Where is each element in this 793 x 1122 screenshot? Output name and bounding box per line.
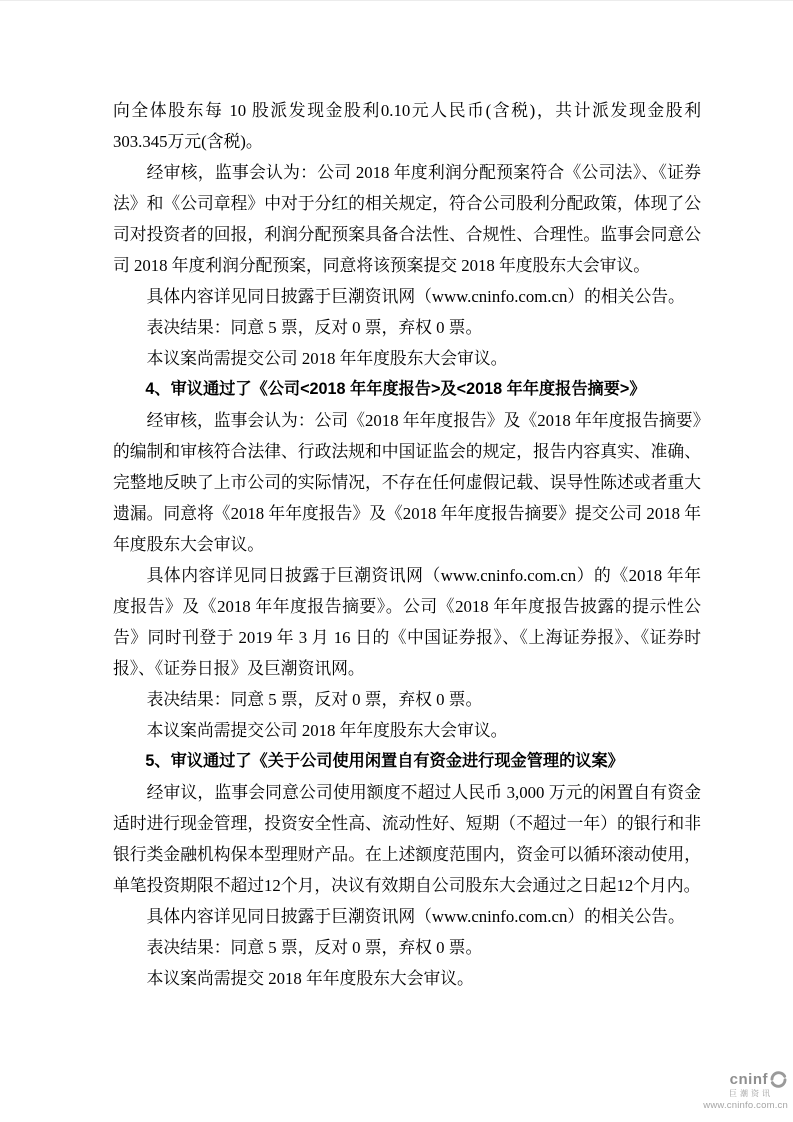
paragraph: 具体内容详见同日披露于巨潮资讯网（www.cninfo.com.cn）的《2018 年年度报告》及《2018 年年度报告摘要》。公司《2018 年年度报告披露的提示性公告》同时刊登于 2019 年 3 月 16 日的《中国证券报》、《上海证券报》、《证券时报》、《证券日报》及巨潮资讯网。 [113,566,701,678]
paragraph: 表决结果：同意 5 票，反对 0 票，弃权 0 票。 [146,318,483,337]
cninfo-brand-chinese: 巨潮资讯 [729,1088,773,1098]
paragraph: 本议案尚需提交公司 2018 年年度股东大会审议。 [146,349,508,368]
paragraph: 具体内容详见同日披露于巨潮资讯网（www.cninfo.com.cn）的相关公告。 [146,907,685,926]
cninfo-brand-text: cninf [729,1070,768,1088]
paragraph: 表决结果：同意 5 票，反对 0 票，弃权 0 票。 [146,690,483,709]
cninfo-logo-row [703,1070,788,1089]
paragraph: 经审核，监事会认为：公司 2018 年度利润分配预案符合《公司法》、《证券法》和《公司章程》中对于分红的相关规定，符合公司股利分配政策，体现了公司对投资者的回报，利润分配预案具备合法性、合规性、合理性。监事会同意公司 2018 年度利润分配预案，同意将该预案提交 2018 年度股东大会审议。 [113,163,701,275]
document-body [113,95,701,994]
paragraph: 经审核，监事会认为：公司《2018 年年度报告》及《2018 年年度报告摘要》的编制和审核符合法律、行政法规和中国证监会的规定，报告内容真实、准确、完整地反映了上市公司的实际情况，不存在任何虚假记载、误导性陈述或者重大遗漏。同意将《2018 年年度报告》及《2018 年年度报告摘要》提交公司 2018 年年度股东大会审议。 [113,411,701,554]
section-heading: 5、审议通过了《关于公司使用闲置自有资金进行现金管理的议案》 [145,752,624,770]
section-heading: 4、审议通过了《公司<2018 年年度报告>及<2018 年年度报告摘要>》 [145,380,646,398]
paragraph: 具体内容详见同日披露于巨潮资讯网（www.cninfo.com.cn）的相关公告。 [146,287,685,306]
paragraph: 本议案尚需提交公司 2018 年年度股东大会审议。 [146,721,508,740]
paragraph: 本议案尚需提交 2018 年年度股东大会审议。 [146,969,474,988]
cninfo-swirl-icon [769,1070,788,1089]
paragraph: 表决结果：同意 5 票，反对 0 票，弃权 0 票。 [146,938,483,957]
paragraph: 向全体股东每 10 股派发现金股利0.10元人民币(含税)，共计派发现金股利303.345万元(含税)。 [113,101,701,151]
cninfo-logo [703,1070,788,1111]
paragraph: 经审议，监事会同意公司使用额度不超过人民币 3,000 万元的闲置自有资金适时进行现金管理，投资安全性高、流动性好、短期（不超过一年）的银行和非银行类金融机构保本型理财产品。在上述额度范围内，资金可以循环滚动使用，单笔投资期限不超过12个月，决议有效期自公司股东大会通过之日起12个月内。 [113,783,701,895]
cninfo-url-text: www.cninfo.com.cn [703,1099,788,1111]
